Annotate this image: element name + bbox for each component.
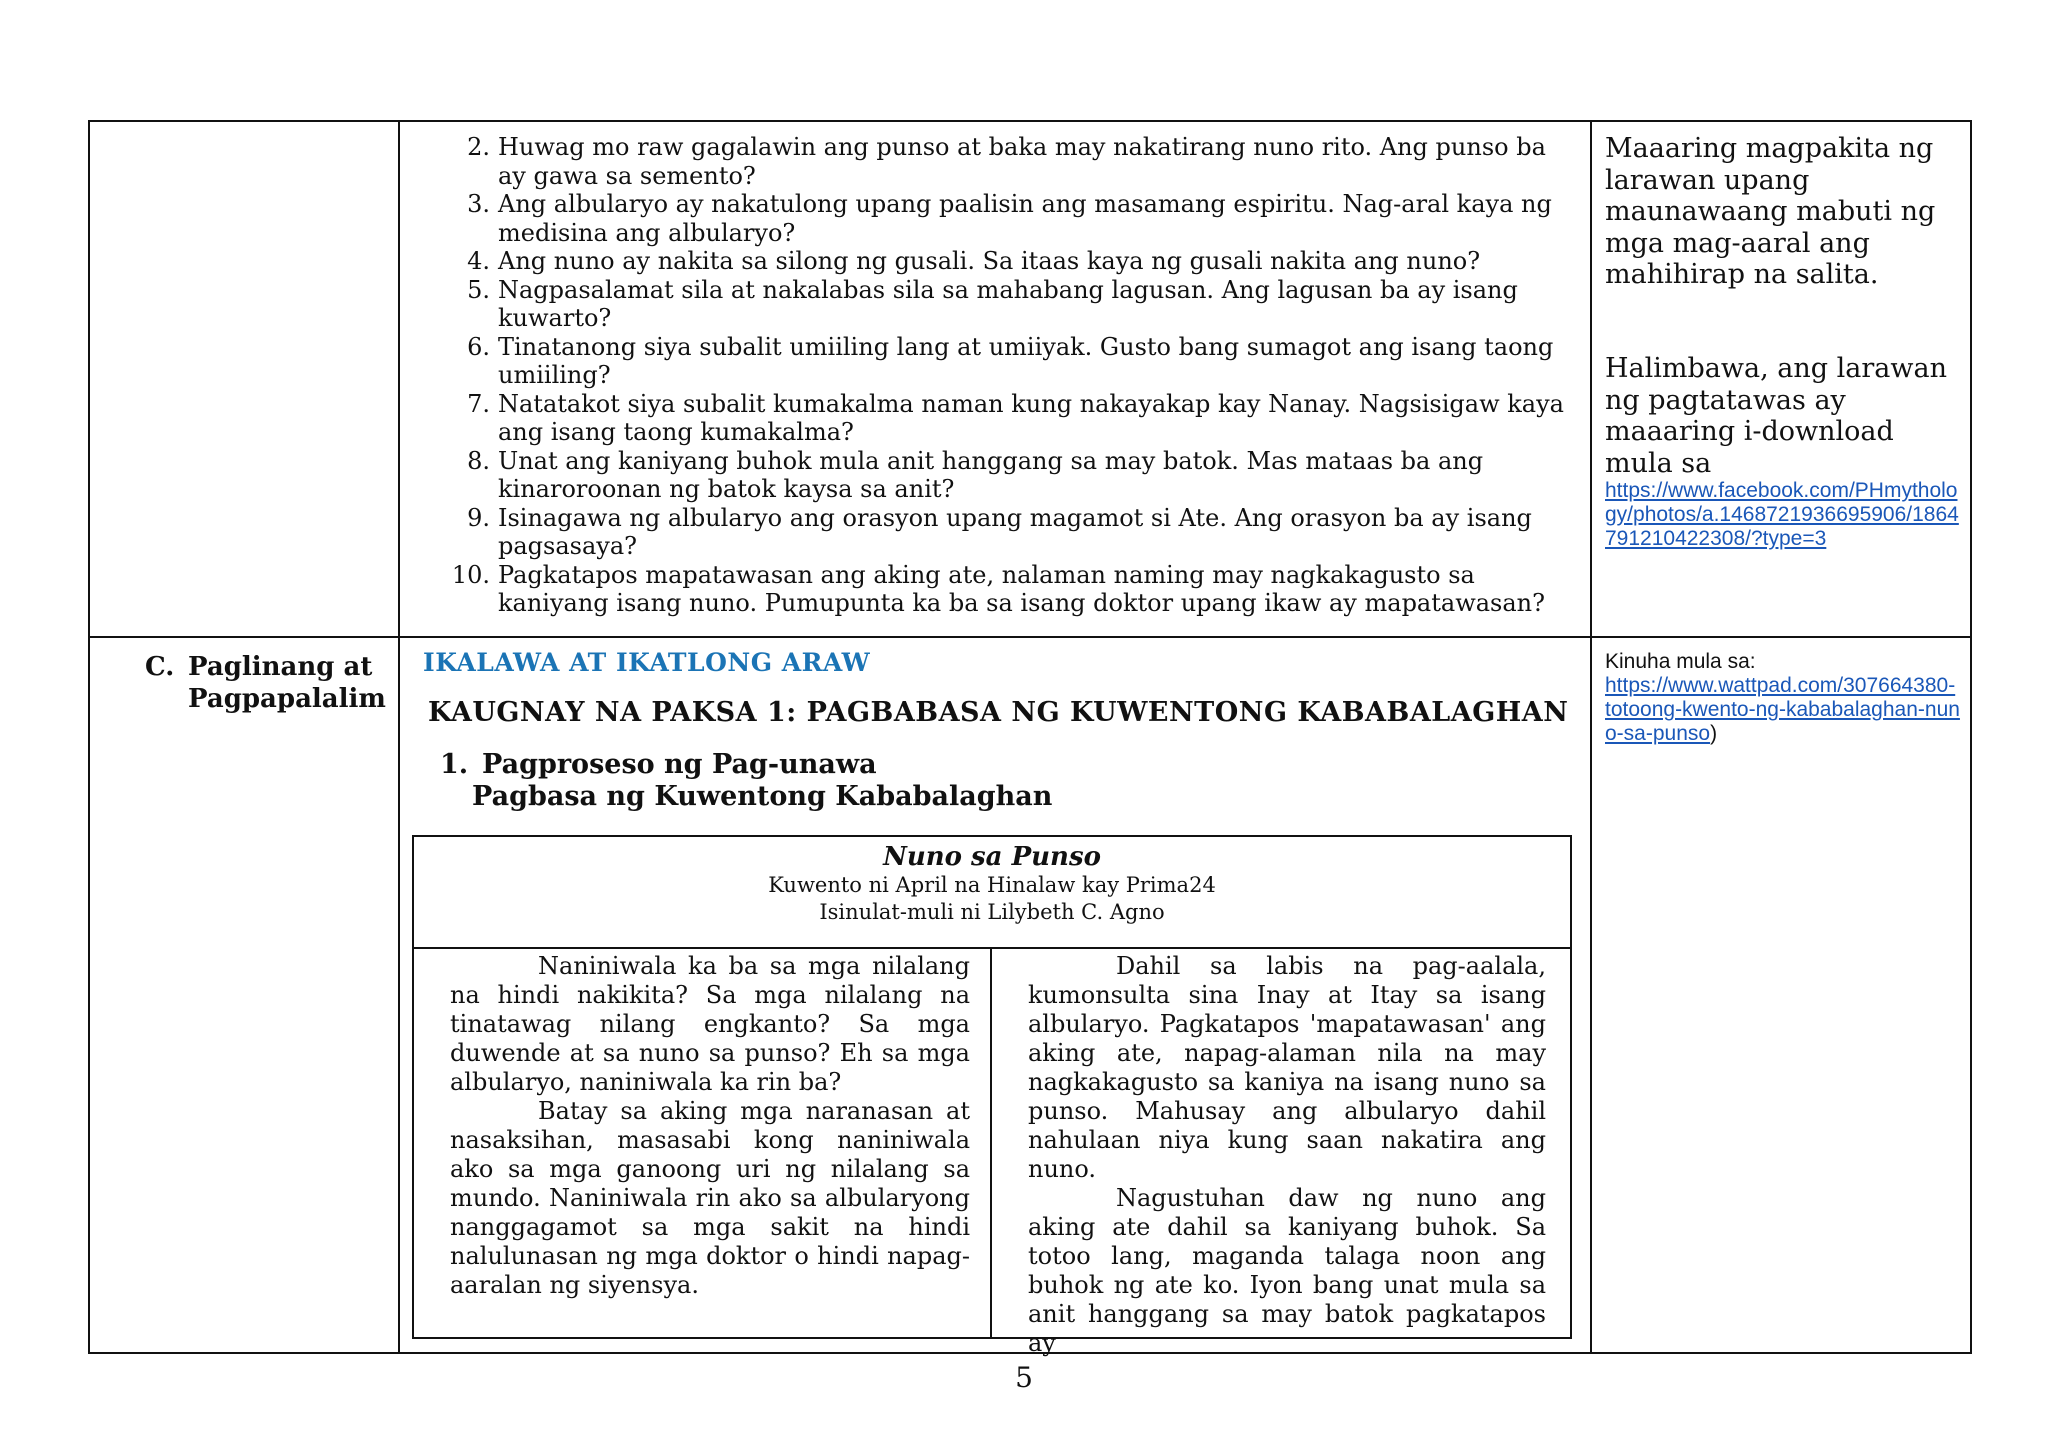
story-paragraph: Nagustuhan daw ng nuno ang aking ate dahil sa kaniyang buhok. Sa totoo lang, maganda talaga noon ang buhok ng ate ko. Iyon bang unat mula sa anit hanggang sa may batok pagkatapos ay xyxy=(1028,1184,1546,1357)
teacher-note-2 xyxy=(1605,353,1960,551)
facebook-link[interactable]: https://www.facebook.com/PHmythology/photos/a.1468721936695906/1864791210422308/?type=3 xyxy=(1605,479,1959,550)
subheading xyxy=(440,749,877,780)
story-column-divider xyxy=(990,949,992,1339)
story-left-column xyxy=(450,952,970,1300)
section-title: Paglinang at Pagpapalalim xyxy=(188,652,386,714)
subheading-text: Pagproseso ng Pag-unawa xyxy=(482,749,877,780)
day-title: IKALAWA AT IKATLONG ARAW xyxy=(423,648,871,677)
list-item: 8. Unat ang kaniyang buhok mula anit hanggang sa may batok. Mas mataas ba ang kinaroroonan ng batok kaysa sa anit? xyxy=(467,446,1484,503)
list-item: 10. Pagkatapos mapatawasan ang aking ate, nalaman naming may nagkakagusto sa kaniyang isang nuno. Pumupunta ka ba sa isang doktor upang ikaw ay mapatawasan? xyxy=(451,560,1545,617)
story-right-column xyxy=(1028,952,1546,1358)
list-item: 3. Ang albularyo ay nakatulong upang paalisin ang masamang espiritu. Nag-aral kaya ng medisina ang albularyo? xyxy=(467,190,1552,247)
topic-title: KAUGNAY NA PAKSA 1: PAGBABASA NG KUWENTONG KABABALAGHAN xyxy=(428,697,1569,728)
source-close-paren: ) xyxy=(1710,722,1718,745)
list-item: 6. Tinatanong siya subalit umiiling lang at umiiyak. Gusto bang sumagot ang isang taong umiiling? xyxy=(467,332,1554,389)
teacher-note-2-text: Halimbawa, ang larawan ng pagtatawas ay maaaring i-download mula sa xyxy=(1605,353,1947,479)
story-byline-1: Kuwento ni April na Hinalaw kay Prima24 xyxy=(768,873,1216,897)
story-paragraph: Dahil sa labis na pag-aalala, kumonsulta sina Inay at Itay sa isang albularyo. Pagkatapos 'mapatawasan' ang aking ate, napag-alaman nila na may nagkakagusto sa kaniya na isang nuno sa punso. Mahusay ang albularyo dahil nahulaan niya kung saan nakatira ang nuno. xyxy=(1028,952,1546,1183)
list-item: 2. Huwag mo raw gagalawin ang punso at baka may nakatirang nuno rito. Ang punso ba ay gawa sa semento? xyxy=(467,133,1546,190)
source-label: Kinuha mula sa: xyxy=(1605,650,1756,673)
section-letter: C. xyxy=(145,652,175,682)
story-paragraph: Batay sa aking mga naranasan at nasaksihan, masasabi kong naniniwala ako sa mga ganoong uri ng nilalang sa mundo. Naniniwala rin ako sa albularyong nanggagamot sa mga sakit na hindi nalulunasan ng mga doktor o hindi napag-aaralan ng siyensya. xyxy=(450,1097,970,1299)
story-box xyxy=(412,835,1572,1357)
page-number: 5 xyxy=(1015,1361,1033,1394)
list-item: 9. Isinagawa ng albularyo ang orasyon upang magamot si Ate. Ang orasyon ba ay isang pagsasaya? xyxy=(467,503,1532,560)
list-item: 7. Natatakot siya subalit kumakalma naman kung nakayakap kay Nanay. Nagsisigaw kaya ang isang taong kumakalma? xyxy=(467,389,1564,446)
list-item: 5. Nagpasalamat sila at nakalabas sila sa mahabang lagusan. Ang lagusan ba ay isang kuwarto? xyxy=(467,275,1518,332)
story-byline-2: Isinulat-muli ni Lilybeth C. Agno xyxy=(819,900,1165,924)
subheading-2: Pagbasa ng Kuwentong Kababalaghan xyxy=(472,781,1053,812)
question-list xyxy=(450,133,1576,618)
row-divider xyxy=(88,636,1972,638)
story-paragraph: Naniniwala ka ba sa mga nilalang na hindi nakikita? Sa mga nilalang na tinatawag nilang engkanto? Sa mga duwende at sa nuno sa punso? Eh sa mga albularyo, naniniwala ka rin ba? xyxy=(450,952,970,1096)
wattpad-link[interactable]: https://www.wattpad.com/307664380-totoong-kwento-ng-kababalaghan-nuno-sa-punso xyxy=(1605,674,1960,745)
column-divider-2 xyxy=(1590,120,1592,1354)
subheading-number: 1. xyxy=(440,749,469,780)
story-header xyxy=(414,837,1570,949)
list-item: 4. Ang nuno ay nakita sa silong ng gusali. Sa itaas kaya ng gusali nakita ang nuno? xyxy=(467,247,1481,275)
column-divider-1 xyxy=(398,120,400,1354)
source-note xyxy=(1605,650,1960,746)
teacher-note-1: Maaaring magpakita ng larawan upang maunawaang mabuti ng mga mag-aaral ang mahihirap na salita. xyxy=(1605,133,1936,290)
story-title: Nuno sa Punso xyxy=(883,842,1101,872)
